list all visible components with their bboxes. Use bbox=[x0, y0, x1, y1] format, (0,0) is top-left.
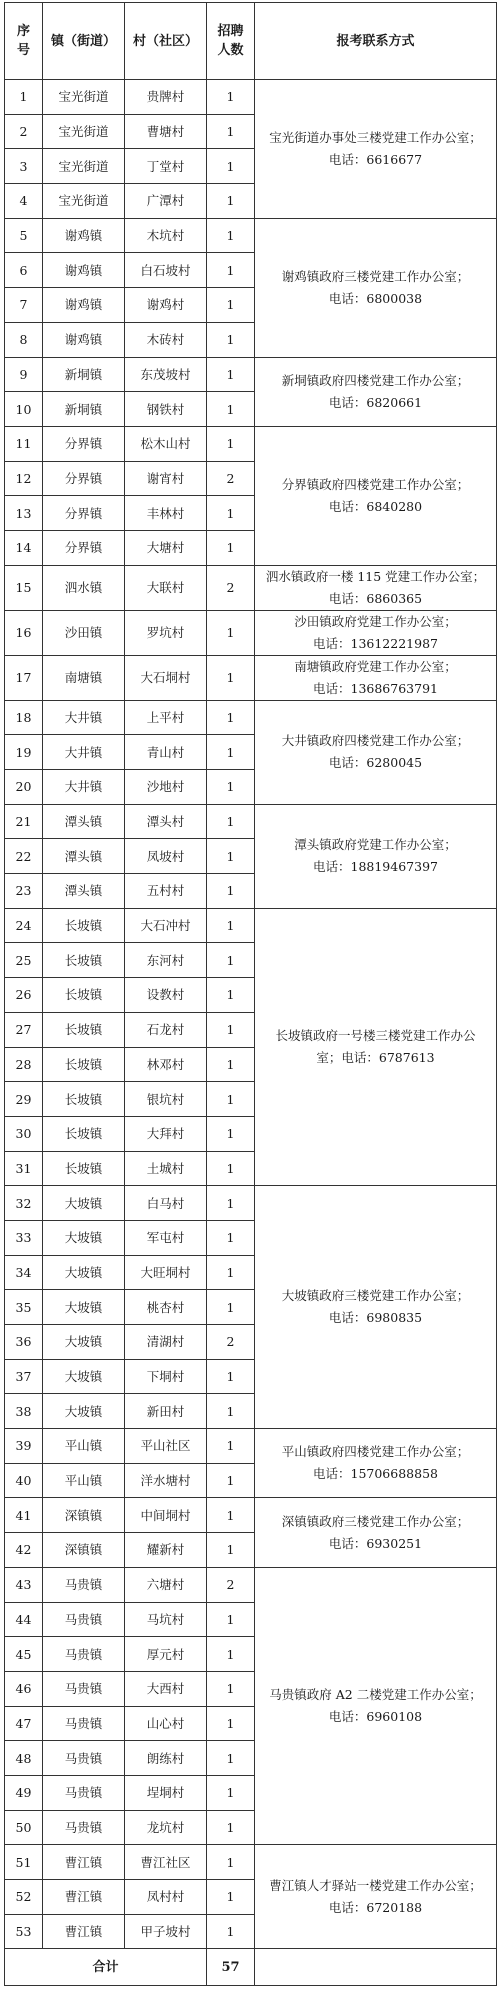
cell-no: 43 bbox=[5, 1567, 43, 1602]
cell-village: 六塘村 bbox=[125, 1567, 207, 1602]
cell-no: 47 bbox=[5, 1706, 43, 1741]
cell-no: 53 bbox=[5, 1914, 43, 1949]
contact-cell bbox=[255, 1429, 497, 1498]
cell-village: 甲子坡村 bbox=[125, 1914, 207, 1949]
cell-village: 东茂坡村 bbox=[125, 357, 207, 392]
contact-phone: 电话：6820661 bbox=[328, 394, 423, 410]
table-row bbox=[5, 908, 497, 943]
cell-count: 1 bbox=[207, 735, 255, 770]
cell-no: 5 bbox=[5, 218, 43, 253]
cell-no: 15 bbox=[5, 565, 43, 610]
cell-no: 29 bbox=[5, 1082, 43, 1117]
cell-count: 1 bbox=[207, 1775, 255, 1810]
cell-count: 1 bbox=[207, 1671, 255, 1706]
contact-office: 新垌镇政府四楼党建工作办公室； bbox=[281, 372, 470, 388]
cell-town: 大井镇 bbox=[43, 735, 125, 770]
cell-village: 大塘村 bbox=[125, 530, 207, 565]
cell-town: 潭头镇 bbox=[43, 839, 125, 874]
cell-village: 沙地村 bbox=[125, 770, 207, 805]
cell-village: 清湖村 bbox=[125, 1325, 207, 1360]
cell-no: 48 bbox=[5, 1741, 43, 1776]
cell-town: 宝光街道 bbox=[43, 114, 125, 149]
contact-office: 谢鸡镇政府三楼党建工作办公室； bbox=[281, 268, 470, 284]
table-row bbox=[5, 1845, 497, 1880]
cell-village: 山心村 bbox=[125, 1706, 207, 1741]
cell-count: 1 bbox=[207, 1186, 255, 1221]
contact-office: 沙田镇政府党建工作办公室； bbox=[294, 613, 457, 629]
cell-town: 分界镇 bbox=[43, 461, 125, 496]
cell-no: 22 bbox=[5, 839, 43, 874]
cell-village: 东河村 bbox=[125, 943, 207, 978]
cell-count: 1 bbox=[207, 1290, 255, 1325]
cell-no: 24 bbox=[5, 908, 43, 943]
cell-count: 1 bbox=[207, 149, 255, 184]
cell-town: 大坡镇 bbox=[43, 1290, 125, 1325]
cell-town: 平山镇 bbox=[43, 1429, 125, 1464]
cell-no: 21 bbox=[5, 804, 43, 839]
table-row bbox=[5, 610, 497, 655]
cell-count: 2 bbox=[207, 1325, 255, 1360]
cell-no: 31 bbox=[5, 1151, 43, 1186]
cell-town: 马贵镇 bbox=[43, 1671, 125, 1706]
cell-village: 桃杏村 bbox=[125, 1290, 207, 1325]
cell-no: 1 bbox=[5, 80, 43, 115]
cell-village: 大拜村 bbox=[125, 1116, 207, 1151]
cell-village: 曹塘村 bbox=[125, 114, 207, 149]
cell-village: 谢鸡村 bbox=[125, 288, 207, 323]
cell-village: 中间垌村 bbox=[125, 1498, 207, 1533]
cell-no: 45 bbox=[5, 1637, 43, 1672]
cell-town: 新垌镇 bbox=[43, 392, 125, 427]
cell-no: 44 bbox=[5, 1602, 43, 1637]
cell-no: 2 bbox=[5, 114, 43, 149]
cell-town: 宝光街道 bbox=[43, 80, 125, 115]
cell-count: 1 bbox=[207, 908, 255, 943]
header-contact: 报考联系方式 bbox=[255, 3, 497, 80]
cell-no: 52 bbox=[5, 1880, 43, 1915]
cell-town: 长坡镇 bbox=[43, 1082, 125, 1117]
table-row bbox=[5, 1186, 497, 1221]
cell-town: 长坡镇 bbox=[43, 1116, 125, 1151]
cell-village: 广潭村 bbox=[125, 184, 207, 219]
cell-village: 凤村村 bbox=[125, 1880, 207, 1915]
cell-no: 12 bbox=[5, 461, 43, 496]
cell-town: 马贵镇 bbox=[43, 1810, 125, 1845]
cell-village: 木砖村 bbox=[125, 322, 207, 357]
contact-office: 泗水镇政府一楼 115 党建工作办公室； bbox=[265, 568, 486, 584]
contact-cell bbox=[255, 1186, 497, 1429]
cell-village: 木坑村 bbox=[125, 218, 207, 253]
contact-phone: 电话：15706688858 bbox=[313, 1466, 438, 1482]
cell-village: 青山村 bbox=[125, 735, 207, 770]
cell-count: 2 bbox=[207, 565, 255, 610]
cell-village: 大旺垌村 bbox=[125, 1255, 207, 1290]
contact-phone: 电话：6860365 bbox=[328, 590, 423, 606]
cell-no: 34 bbox=[5, 1255, 43, 1290]
cell-count: 1 bbox=[207, 1047, 255, 1082]
cell-town: 马贵镇 bbox=[43, 1741, 125, 1776]
cell-town: 谢鸡镇 bbox=[43, 322, 125, 357]
cell-count: 1 bbox=[207, 426, 255, 461]
cell-village: 马坑村 bbox=[125, 1602, 207, 1637]
cell-no: 23 bbox=[5, 874, 43, 909]
cell-no: 20 bbox=[5, 770, 43, 805]
cell-no: 11 bbox=[5, 426, 43, 461]
cell-town: 沙田镇 bbox=[43, 610, 125, 655]
cell-count: 1 bbox=[207, 288, 255, 323]
cell-town: 潭头镇 bbox=[43, 804, 125, 839]
cell-village: 白马村 bbox=[125, 1186, 207, 1221]
header-village: 村（社区） bbox=[125, 3, 207, 80]
cell-count: 1 bbox=[207, 1012, 255, 1047]
cell-town: 谢鸡镇 bbox=[43, 218, 125, 253]
cell-count: 1 bbox=[207, 392, 255, 427]
cell-count: 1 bbox=[207, 322, 255, 357]
cell-town: 深镇镇 bbox=[43, 1498, 125, 1533]
cell-count: 1 bbox=[207, 253, 255, 288]
cell-count: 1 bbox=[207, 1810, 255, 1845]
header-no: 序 号 bbox=[5, 3, 43, 80]
cell-town: 泗水镇 bbox=[43, 565, 125, 610]
cell-town: 曹江镇 bbox=[43, 1914, 125, 1949]
cell-no: 14 bbox=[5, 530, 43, 565]
cell-count: 1 bbox=[207, 1255, 255, 1290]
cell-count: 1 bbox=[207, 1914, 255, 1949]
cell-town: 分界镇 bbox=[43, 530, 125, 565]
cell-village: 五村村 bbox=[125, 874, 207, 909]
cell-count: 2 bbox=[207, 461, 255, 496]
contact-cell bbox=[255, 357, 497, 426]
cell-town: 长坡镇 bbox=[43, 978, 125, 1013]
cell-village: 大西村 bbox=[125, 1671, 207, 1706]
contact-cell bbox=[255, 565, 497, 610]
cell-count: 1 bbox=[207, 80, 255, 115]
contact-cell bbox=[255, 1845, 497, 1949]
cell-town: 曹江镇 bbox=[43, 1880, 125, 1915]
cell-count: 1 bbox=[207, 218, 255, 253]
cell-town: 大坡镇 bbox=[43, 1186, 125, 1221]
contact-phone: 电话：18819467397 bbox=[313, 859, 438, 875]
cell-no: 49 bbox=[5, 1775, 43, 1810]
cell-village: 朗练村 bbox=[125, 1741, 207, 1776]
contact-office: 南塘镇政府党建工作办公室； bbox=[294, 658, 457, 674]
cell-no: 7 bbox=[5, 288, 43, 323]
contact-cell bbox=[255, 1567, 497, 1845]
cell-town: 马贵镇 bbox=[43, 1775, 125, 1810]
cell-village: 上平村 bbox=[125, 700, 207, 735]
cell-village: 曹江社区 bbox=[125, 1845, 207, 1880]
cell-no: 25 bbox=[5, 943, 43, 978]
cell-village: 设教村 bbox=[125, 978, 207, 1013]
cell-count: 1 bbox=[207, 1429, 255, 1464]
cell-village: 罗坑村 bbox=[125, 610, 207, 655]
contact-office: 分界镇政府四楼党建工作办公室； bbox=[281, 476, 470, 492]
cell-count: 1 bbox=[207, 496, 255, 531]
cell-no: 51 bbox=[5, 1845, 43, 1880]
contact-phone: 电话：6980835 bbox=[328, 1310, 423, 1326]
cell-town: 长坡镇 bbox=[43, 908, 125, 943]
contact-phone: 电话：13612221987 bbox=[313, 635, 438, 651]
cell-town: 马贵镇 bbox=[43, 1602, 125, 1637]
cell-town: 长坡镇 bbox=[43, 943, 125, 978]
cell-no: 26 bbox=[5, 978, 43, 1013]
cell-count: 1 bbox=[207, 874, 255, 909]
cell-village: 下垌村 bbox=[125, 1359, 207, 1394]
cell-no: 17 bbox=[5, 655, 43, 700]
cell-village: 厚元村 bbox=[125, 1637, 207, 1672]
cell-village: 军屯村 bbox=[125, 1220, 207, 1255]
cell-no: 28 bbox=[5, 1047, 43, 1082]
cell-count: 1 bbox=[207, 610, 255, 655]
total-count: 57 bbox=[207, 1949, 255, 1986]
cell-town: 谢鸡镇 bbox=[43, 288, 125, 323]
contact-phone: 电话：6720188 bbox=[328, 1899, 423, 1915]
contact-office: 潭头镇政府党建工作办公室； bbox=[294, 837, 457, 853]
contact-office: 大井镇政府四楼党建工作办公室； bbox=[281, 733, 470, 749]
table-row bbox=[5, 218, 497, 253]
contact-phone: 电话：6616677 bbox=[328, 151, 423, 167]
cell-count: 1 bbox=[207, 1845, 255, 1880]
cell-no: 10 bbox=[5, 392, 43, 427]
cell-village: 丰林村 bbox=[125, 496, 207, 531]
total-contact bbox=[255, 1949, 497, 1986]
cell-village: 林邓村 bbox=[125, 1047, 207, 1082]
cell-count: 1 bbox=[207, 1394, 255, 1429]
contact-office: 长坡镇政府一号楼三楼党建工作办公 bbox=[275, 1028, 476, 1043]
cell-count: 1 bbox=[207, 1602, 255, 1637]
contact-office: 马贵镇政府 A2 二楼党建工作办公室； bbox=[269, 1687, 482, 1703]
contact-phone: 电话：6280045 bbox=[328, 755, 423, 771]
cell-town: 大坡镇 bbox=[43, 1255, 125, 1290]
contact-office: 深镇镇政府三楼党建工作办公室； bbox=[281, 1513, 470, 1529]
cell-count: 1 bbox=[207, 1741, 255, 1776]
cell-no: 6 bbox=[5, 253, 43, 288]
cell-town: 曹江镇 bbox=[43, 1845, 125, 1880]
cell-no: 38 bbox=[5, 1394, 43, 1429]
cell-count: 1 bbox=[207, 978, 255, 1013]
cell-village: 银坑村 bbox=[125, 1082, 207, 1117]
recruitment-table-sheet bbox=[4, 2, 496, 1986]
cell-count: 1 bbox=[207, 770, 255, 805]
cell-count: 1 bbox=[207, 1498, 255, 1533]
cell-count: 1 bbox=[207, 114, 255, 149]
cell-village: 谢宵村 bbox=[125, 461, 207, 496]
cell-village: 潭头村 bbox=[125, 804, 207, 839]
cell-count: 1 bbox=[207, 655, 255, 700]
table-row bbox=[5, 426, 497, 461]
contact-cell bbox=[255, 610, 497, 655]
cell-count: 1 bbox=[207, 804, 255, 839]
table-row bbox=[5, 655, 497, 700]
cell-town: 大坡镇 bbox=[43, 1394, 125, 1429]
header-town: 镇（街道） bbox=[43, 3, 125, 80]
contact-office: 曹江镇人才驿站一楼党建工作办公室； bbox=[269, 1877, 482, 1893]
contact-phone: 电话：6960108 bbox=[328, 1709, 423, 1725]
cell-count: 1 bbox=[207, 1533, 255, 1568]
cell-no: 41 bbox=[5, 1498, 43, 1533]
table-row bbox=[5, 1567, 497, 1602]
cell-village: 土城村 bbox=[125, 1151, 207, 1186]
total-label: 合计 bbox=[5, 1949, 207, 1986]
contact-cell bbox=[255, 1498, 497, 1567]
cell-count: 1 bbox=[207, 1151, 255, 1186]
cell-town: 分界镇 bbox=[43, 496, 125, 531]
cell-town: 大井镇 bbox=[43, 770, 125, 805]
cell-no: 16 bbox=[5, 610, 43, 655]
cell-no: 9 bbox=[5, 357, 43, 392]
cell-village: 埕垌村 bbox=[125, 1775, 207, 1810]
cell-no: 39 bbox=[5, 1429, 43, 1464]
contact-cell bbox=[255, 804, 497, 908]
contact-phone: 室；电话：6787613 bbox=[316, 1050, 435, 1065]
cell-village: 松木山村 bbox=[125, 426, 207, 461]
contact-cell bbox=[255, 655, 497, 700]
cell-village: 耀新村 bbox=[125, 1533, 207, 1568]
contact-phone: 电话：13686763791 bbox=[313, 680, 438, 696]
cell-count: 1 bbox=[207, 1880, 255, 1915]
contact-phone: 电话：6930251 bbox=[328, 1535, 423, 1551]
contact-cell bbox=[255, 80, 497, 219]
cell-village: 石龙村 bbox=[125, 1012, 207, 1047]
cell-count: 1 bbox=[207, 1637, 255, 1672]
cell-no: 46 bbox=[5, 1671, 43, 1706]
cell-town: 谢鸡镇 bbox=[43, 253, 125, 288]
contact-office: 平山镇政府四楼党建工作办公室； bbox=[281, 1444, 470, 1460]
cell-town: 宝光街道 bbox=[43, 184, 125, 219]
cell-town: 马贵镇 bbox=[43, 1706, 125, 1741]
cell-village: 新田村 bbox=[125, 1394, 207, 1429]
contact-cell bbox=[255, 218, 497, 357]
cell-village: 龙坑村 bbox=[125, 1810, 207, 1845]
table-row bbox=[5, 804, 497, 839]
cell-count: 1 bbox=[207, 530, 255, 565]
cell-village: 大联村 bbox=[125, 565, 207, 610]
cell-town: 大坡镇 bbox=[43, 1220, 125, 1255]
table-row bbox=[5, 700, 497, 735]
cell-count: 1 bbox=[207, 943, 255, 978]
table-row bbox=[5, 1498, 497, 1533]
cell-no: 36 bbox=[5, 1325, 43, 1360]
cell-count: 1 bbox=[207, 1220, 255, 1255]
contact-cell bbox=[255, 700, 497, 804]
cell-town: 大井镇 bbox=[43, 700, 125, 735]
cell-village: 大石冲村 bbox=[125, 908, 207, 943]
cell-town: 长坡镇 bbox=[43, 1012, 125, 1047]
cell-town: 大坡镇 bbox=[43, 1359, 125, 1394]
cell-town: 马贵镇 bbox=[43, 1637, 125, 1672]
recruitment-table bbox=[4, 2, 497, 1986]
cell-village: 大石垌村 bbox=[125, 655, 207, 700]
cell-no: 27 bbox=[5, 1012, 43, 1047]
table-row bbox=[5, 357, 497, 392]
cell-town: 马贵镇 bbox=[43, 1567, 125, 1602]
cell-no: 4 bbox=[5, 184, 43, 219]
cell-town: 长坡镇 bbox=[43, 1151, 125, 1186]
cell-no: 13 bbox=[5, 496, 43, 531]
cell-no: 35 bbox=[5, 1290, 43, 1325]
cell-village: 洋水塘村 bbox=[125, 1463, 207, 1498]
table-row bbox=[5, 565, 497, 610]
cell-no: 3 bbox=[5, 149, 43, 184]
cell-town: 平山镇 bbox=[43, 1463, 125, 1498]
cell-town: 新垌镇 bbox=[43, 357, 125, 392]
cell-no: 30 bbox=[5, 1116, 43, 1151]
table-body bbox=[5, 80, 497, 1949]
cell-no: 8 bbox=[5, 322, 43, 357]
cell-village: 白石坡村 bbox=[125, 253, 207, 288]
total-row bbox=[5, 1949, 497, 1986]
cell-count: 1 bbox=[207, 1463, 255, 1498]
header-row bbox=[5, 3, 497, 80]
cell-count: 1 bbox=[207, 1082, 255, 1117]
cell-no: 50 bbox=[5, 1810, 43, 1845]
cell-count: 1 bbox=[207, 839, 255, 874]
contact-phone: 电话：6800038 bbox=[328, 290, 423, 306]
cell-no: 18 bbox=[5, 700, 43, 735]
cell-town: 分界镇 bbox=[43, 426, 125, 461]
cell-village: 丁堂村 bbox=[125, 149, 207, 184]
cell-village: 平山社区 bbox=[125, 1429, 207, 1464]
contact-cell bbox=[255, 426, 497, 565]
cell-count: 1 bbox=[207, 1116, 255, 1151]
header-count: 招聘 人数 bbox=[207, 3, 255, 80]
cell-no: 40 bbox=[5, 1463, 43, 1498]
cell-count: 2 bbox=[207, 1567, 255, 1602]
cell-town: 深镇镇 bbox=[43, 1533, 125, 1568]
cell-village: 凤坡村 bbox=[125, 839, 207, 874]
cell-count: 1 bbox=[207, 700, 255, 735]
cell-count: 1 bbox=[207, 1359, 255, 1394]
cell-count: 1 bbox=[207, 1706, 255, 1741]
cell-town: 南塘镇 bbox=[43, 655, 125, 700]
cell-count: 1 bbox=[207, 184, 255, 219]
contact-cell bbox=[255, 908, 497, 1186]
cell-no: 42 bbox=[5, 1533, 43, 1568]
cell-no: 19 bbox=[5, 735, 43, 770]
table-row bbox=[5, 1429, 497, 1464]
table-row bbox=[5, 80, 497, 115]
cell-no: 37 bbox=[5, 1359, 43, 1394]
cell-town: 大坡镇 bbox=[43, 1325, 125, 1360]
cell-village: 贵牌村 bbox=[125, 80, 207, 115]
cell-town: 长坡镇 bbox=[43, 1047, 125, 1082]
contact-office: 大坡镇政府三楼党建工作办公室； bbox=[281, 1288, 470, 1304]
cell-no: 33 bbox=[5, 1220, 43, 1255]
cell-town: 潭头镇 bbox=[43, 874, 125, 909]
cell-count: 1 bbox=[207, 357, 255, 392]
cell-no: 32 bbox=[5, 1186, 43, 1221]
contact-phone: 电话：6840280 bbox=[328, 498, 423, 514]
cell-village: 钢铁村 bbox=[125, 392, 207, 427]
cell-town: 宝光街道 bbox=[43, 149, 125, 184]
contact-office: 宝光街道办事处三楼党建工作办公室； bbox=[269, 129, 482, 145]
